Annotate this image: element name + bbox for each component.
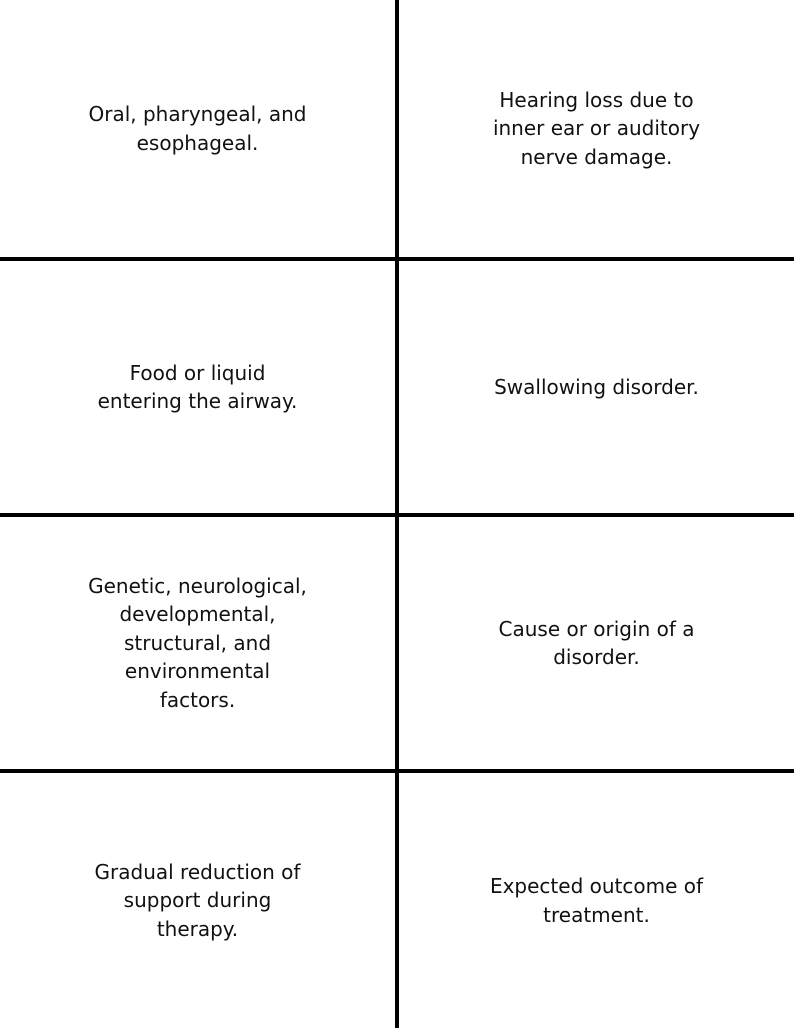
card-text: Oral, pharyngeal, and esophageal. <box>88 102 307 155</box>
card-food-or-liquid <box>0 261 395 513</box>
card-text: Swallowing disorder. <box>494 374 699 399</box>
card-text: Genetic, neurological, developmental, structural, and environmental factors. <box>88 573 307 712</box>
card-gradual-reduction <box>0 773 395 1028</box>
horizontal-divider-3 <box>0 769 794 773</box>
card-text: Gradual reduction of support during therapy. <box>94 859 301 941</box>
card-genetic-factors <box>0 517 395 769</box>
card-oral-pharyngeal-esophageal <box>0 0 395 257</box>
horizontal-divider-2 <box>0 513 794 517</box>
card-text: Expected outcome of treatment. <box>489 874 704 927</box>
horizontal-divider-1 <box>0 257 794 261</box>
card-text: Cause or origin of a disorder. <box>498 616 695 669</box>
card-hearing-loss <box>399 0 794 257</box>
card-text: Hearing loss due to inner ear or auditory nerve damage. <box>492 87 701 169</box>
card-expected-outcome <box>399 773 794 1028</box>
card-cause-or-origin <box>399 517 794 769</box>
card-swallowing-disorder <box>399 261 794 513</box>
card-text: Food or liquid entering the airway. <box>97 360 298 413</box>
